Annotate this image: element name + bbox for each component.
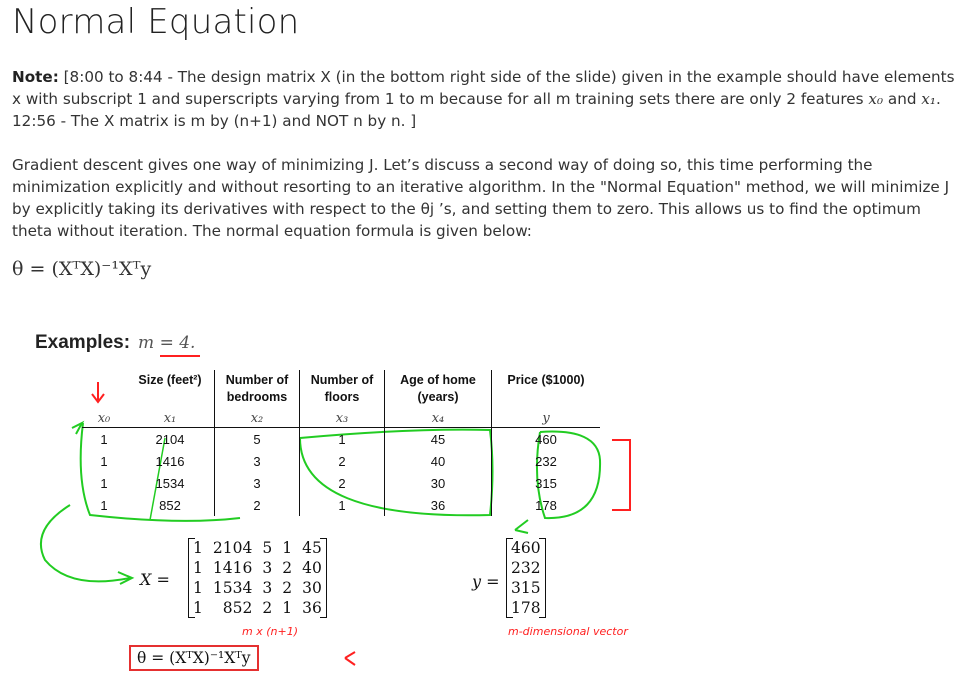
matrix-cell: 2 xyxy=(282,579,293,597)
note-text-before: [8:00 to 8:44 - The design matrix X (in the bottom right side of the slide) given in the example should have elements x with subscript 1 and superscripts varying from 1 to m because for all m training sets there are only 2 features xyxy=(12,68,955,108)
y-vector xyxy=(506,538,546,618)
matrix-cell: 2104 xyxy=(212,539,253,557)
table-cell: 1 xyxy=(100,497,108,513)
table-cell: 1 xyxy=(300,428,385,451)
vector-cell: 232 xyxy=(511,559,541,577)
var-x2: x₂ xyxy=(215,409,300,428)
x-matrix-label: X = xyxy=(140,570,170,589)
right-bracket xyxy=(539,538,546,618)
table-cell: 1416 xyxy=(155,453,185,469)
matrix-cell: 1 xyxy=(193,599,203,617)
housing-data-table xyxy=(82,370,600,516)
matrix-cell: 1 xyxy=(193,539,203,557)
table-cell: 5 xyxy=(215,428,300,451)
matrix-cell: 3 xyxy=(262,559,273,577)
table-cell: 460 xyxy=(492,428,601,451)
matrix-cell: 45 xyxy=(302,539,322,557)
table-cell: 30 xyxy=(385,472,492,494)
note-label: Note: xyxy=(12,68,59,86)
matrix-cell: 36 xyxy=(302,599,322,617)
matrix-cell: 852 xyxy=(222,599,253,617)
table-cell: 2 xyxy=(300,450,385,472)
table-cell: 852 xyxy=(159,497,181,513)
var-x4: x₄ xyxy=(385,409,492,428)
normal-equation-formula: θ = (XᵀX)⁻¹Xᵀy xyxy=(12,258,152,280)
vector-cell: 315 xyxy=(511,579,541,597)
matrix-cell: 40 xyxy=(302,559,322,577)
matrix-cell: 2 xyxy=(262,599,273,617)
examples-label: Examples: xyxy=(35,332,131,353)
matrix-cell: 1 xyxy=(282,539,293,557)
table-cell: 3 xyxy=(215,450,300,472)
matrix-cell: 1 xyxy=(193,579,203,597)
x-dims-annotation: m x (n+1) xyxy=(242,625,298,638)
header-price: Price ($1000) xyxy=(492,370,601,409)
table-row xyxy=(82,428,600,451)
matrix-cell: 3 xyxy=(262,579,273,597)
table-cell: 1 xyxy=(100,453,108,469)
table-cell: 1 xyxy=(300,494,385,516)
y-dims-annotation: m-dimensional vector xyxy=(508,625,628,638)
matrix-cell: 1534 xyxy=(212,579,253,597)
var-x3: x₃ xyxy=(300,409,385,428)
table-cell: 1534 xyxy=(155,475,185,491)
var-y: y xyxy=(492,409,601,428)
header-size: Size (feet²) xyxy=(138,373,202,387)
header-age: Age of home (years) xyxy=(385,370,492,409)
table-cell: 40 xyxy=(385,450,492,472)
boxed-normal-equation: θ = (XᵀX)⁻¹Xᵀy xyxy=(129,645,259,671)
table-cell: 315 xyxy=(492,472,601,494)
vector-cell: 178 xyxy=(511,599,541,617)
table-cell: 2104 xyxy=(155,431,185,447)
right-bracket xyxy=(320,538,327,618)
note-x1: x₁ xyxy=(921,90,936,108)
note-and: and xyxy=(883,90,922,108)
matrix-cell: 1 xyxy=(282,599,293,617)
matrix-cell: 1 xyxy=(193,559,203,577)
table-cell: 1 xyxy=(100,431,108,447)
var-x0: x₀ xyxy=(97,410,111,426)
header-floors: Number of floors xyxy=(300,370,385,409)
table-cell: 1 xyxy=(100,475,108,491)
note-paragraph xyxy=(12,66,957,132)
table-cell: 36 xyxy=(385,494,492,516)
table-row xyxy=(82,450,600,472)
page-title: Normal Equation xyxy=(12,2,300,42)
left-bracket xyxy=(188,538,195,618)
matrix-cell: 30 xyxy=(302,579,322,597)
note-x0: x₀ xyxy=(868,90,884,108)
matrix-cell: 5 xyxy=(262,539,273,557)
table-cell: 2 xyxy=(215,494,300,516)
table-row xyxy=(82,472,600,494)
table-cell: 2 xyxy=(300,472,385,494)
table-cell: 232 xyxy=(492,450,601,472)
lecture-slide-image xyxy=(0,320,965,697)
table-cell: 3 xyxy=(215,472,300,494)
y-vector-label: y = xyxy=(472,572,500,591)
note-text-after: . 12:56 - The X matrix is m by (n+1) and NOT n by n. ] xyxy=(12,90,941,130)
m-label: m = 4. xyxy=(138,333,196,353)
header-x0 xyxy=(82,370,126,409)
matrix-cell: 1416 xyxy=(212,559,253,577)
gradient-descent-paragraph: Gradient descent gives one way of minimizing J. Let’s discuss a second way of doing so, this time performing the minimization explicitly and without resorting to an iterative algorithm. In the "Normal Equation" method, we will minimize J by explicitly taking its derivatives with respect to the θj ’s, and setting them to zero. This allows us to find the optimum theta without iteration. The normal equation formula is given below: xyxy=(12,156,950,240)
x-design-matrix xyxy=(188,538,327,618)
table-cell: 178 xyxy=(492,494,601,516)
matrix-cell: 2 xyxy=(282,559,293,577)
left-bracket xyxy=(506,538,513,618)
header-bedrooms: Number of bedrooms xyxy=(215,370,300,409)
vector-cell: 460 xyxy=(511,539,541,557)
table-row xyxy=(82,494,600,516)
var-x1: x₁ xyxy=(163,410,177,426)
table-cell: 45 xyxy=(385,428,492,451)
